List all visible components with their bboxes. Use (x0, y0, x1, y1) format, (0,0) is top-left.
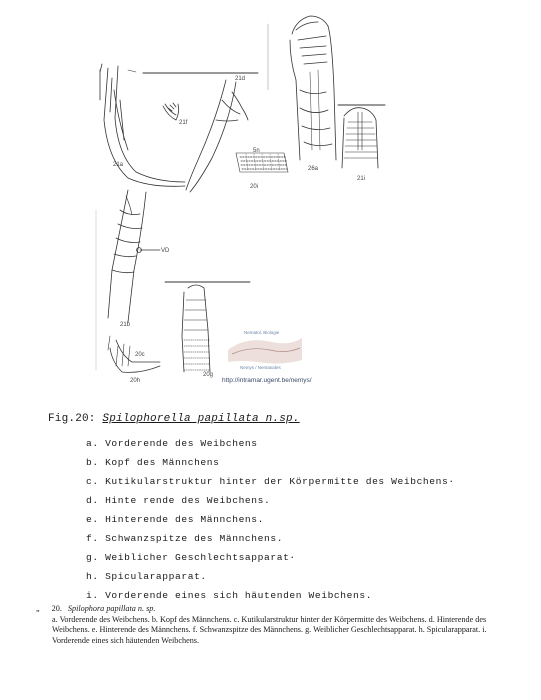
footnote-species: Spilophora papillata n. sp. (67, 604, 156, 613)
drawing-panel-20c (108, 336, 160, 372)
quote-mark: „ (36, 604, 40, 613)
drawing-panel-20g (182, 285, 210, 372)
panel-label: 20g (203, 372, 214, 378)
fig-label: Fig.20: (48, 413, 96, 425)
watermark-logo-text: Nematol. Biologie (244, 330, 280, 335)
caption-item: a. Vorderende des Weibchens (86, 438, 258, 449)
panel-label: 20h (130, 378, 141, 384)
caption-item: c. Kutikularstruktur hinter der Körpermitte des Weibchens· (86, 476, 455, 487)
printed-footnote (36, 604, 496, 646)
panel-label: 26a (308, 166, 319, 172)
caption-item: f. Schwanzspitze des Männchens. (86, 533, 284, 544)
watermark-logo-text: Nemys / Nematodes (240, 365, 281, 370)
footnote-description: a. Vorderende des Weibchens. b. Kopf des Männchens. c. Kutikularstruktur hinter der Körpermitte des Weibchens. d. Hinterende des Weibchens. e. Hinterende des Männchens. f. Schwanzspitze des Männchens. g. Weiblicher Geschlechtsapparat. h. Spicularapparat. i. Vorderende eines sich häutenden Weibchens. (52, 614, 487, 645)
drawing-panel-21f (163, 103, 179, 120)
caption-item: h. Spicularapparat. (86, 571, 207, 582)
panel-label: 21b (120, 322, 131, 328)
panel-label: 21i (357, 176, 366, 182)
drawing-panel-21i (342, 108, 378, 168)
panel-label: 20i (250, 184, 259, 190)
panel-label: 21f (179, 120, 188, 126)
caption-item: d. Hinte rende des Weibchens. (86, 495, 271, 506)
panel-label: 5n (253, 148, 260, 154)
caption-item: g. Weiblicher Geschlechtsapparat· (86, 552, 296, 563)
footnote-number: 20. (51, 604, 62, 613)
footnote-heading (36, 604, 496, 615)
nemys-watermark (222, 330, 312, 384)
species-name: Spilophorella papillata n.sp. (102, 413, 300, 425)
drawing-panel-26a (290, 16, 336, 160)
caption-item: e. Hinterende des Männchens. (86, 514, 265, 525)
panel-label: VD (161, 248, 170, 254)
drawing-panel-21b (108, 190, 160, 322)
panel-label: 20c (135, 352, 145, 358)
panel-label: 21a (113, 162, 124, 168)
caption-item: i. Vorderende eines sich häutenden Weibchens. (86, 590, 373, 601)
drawing-panel-20i (236, 153, 288, 172)
panel-label: 21d (235, 76, 246, 82)
watermark-url: http://intramar.ugent.be/nemys/ (222, 377, 312, 384)
drawing-panel-21d (186, 80, 248, 192)
caption-item: b. Kopf des Männchens (86, 457, 220, 468)
caption-title (48, 413, 300, 425)
